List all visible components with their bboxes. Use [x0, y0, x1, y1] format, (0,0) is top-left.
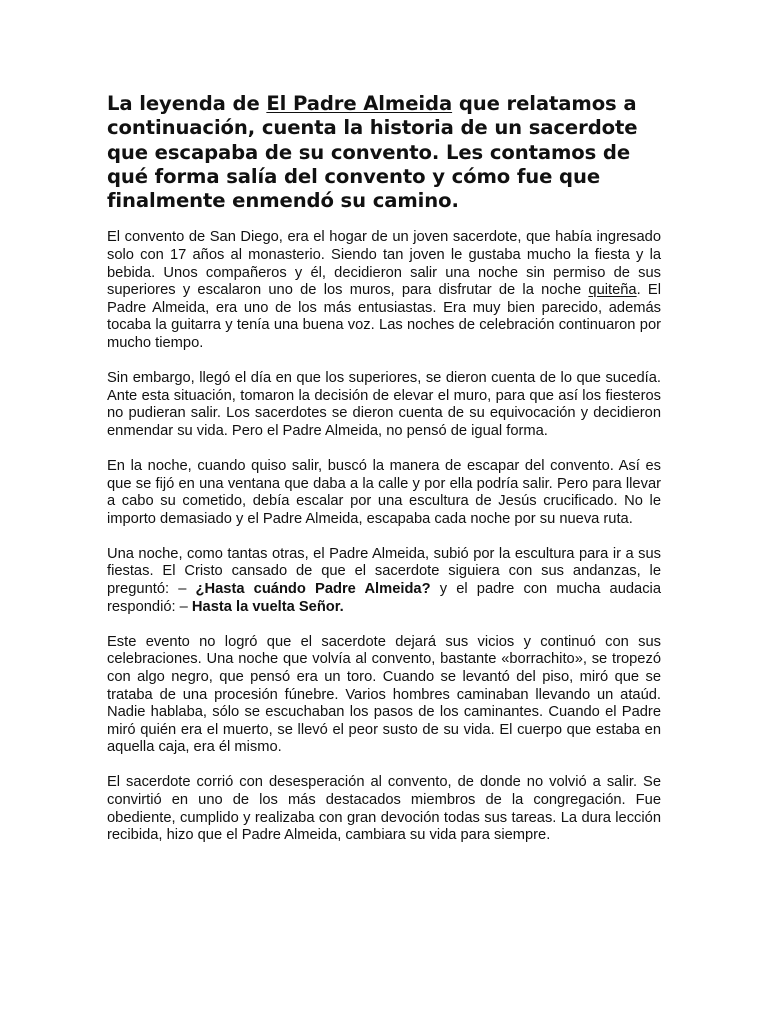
- padre-almeida-link[interactable]: El Padre Almeida: [266, 92, 453, 115]
- title-text-start: La leyenda de: [107, 92, 267, 115]
- paragraph-1: [107, 229, 661, 352]
- paragraph-1-text-b: . El Padre Almeida, era uno de los más entusiastas. Era muy bien parecido, además tocaba la guitarra y tenía una buena voz. Las noches de celebración continuaron por mucho tiempo.: [107, 282, 661, 352]
- quitena-link[interactable]: quiteña: [588, 282, 637, 299]
- almeida-answer: Hasta la vuelta Señor.: [191, 598, 344, 615]
- paragraph-5: Este evento no logró que el sacerdote dejará sus vicios y continuó con sus celebraciones. Una noche que volvía al convento, bastante «borrachito», se tropezó con algo negro, que pensó era un toro. Cuando se levantó del piso, miró que se trataba de una procesión fúnebre. Varios hombres caminaban llevando un ataúd. Nadie hablaba, sólo se escuchaban los pasos de los caminantes. Cuando el Padre miró quién era el muerto, se llevó el peor susto de su vida. El cuerpo que estaba en aquella caja, era él mismo.: [107, 633, 661, 756]
- paragraph-1-text-a: El convento de San Diego, era el hogar de un joven sacerdote, que había ingresado solo con 17 años al monasterio. Siendo tan joven le gustaba mucho la fiesta y la bebida. Unos compañeros y él, decidieron salir una noche sin permiso de sus superiores y escalaron uno de los muros, para disfrutar de la noche: [107, 229, 661, 299]
- christ-question: ¿Hasta cuándo Padre Almeida?: [195, 581, 431, 598]
- paragraph-3: En la noche, cuando quiso salir, buscó la manera de escapar del convento. Así es que se fijó en una ventana que daba a la calle y por ella podría salir. Pero para llevar a cabo su cometido, debía escalar por una escultura de Jesús crucificado. No le importo demasiado y el Padre Almeida, escapaba cada noche por su nueva ruta.: [107, 458, 661, 527]
- paragraph-4-text-b: y el padre con mucha audacia respondió: –: [107, 581, 661, 615]
- document-title: [107, 92, 661, 213]
- paragraph-2: Sin embargo, llegó el día en que los superiores, se dieron cuenta de lo que sucedía. Ante esta situación, tomaron la decisión de elevar el muro, para que así los fiesteros no pudieran salir. Los sacerdotes se dieron cuenta de su equivocación y decidieron enmendar su vida. Pero el Padre Almeida, no pensó de igual forma.: [107, 370, 661, 439]
- paragraph-6: El sacerdote corrió con desesperación al convento, de donde no volvió a salir. Se convirtió en uno de los más destacados miembros de la congregación. Fue obediente, cumplido y realizaba con gran devoción todas sus tareas. La dura lección recibida, hizo que el Padre Almeida, cambiara su vida para siempre.: [107, 774, 661, 844]
- paragraph-4-text-a: Una noche, como tantas otras, el Padre Almeida, subió por la escultura para ir a sus fiestas. El Cristo cansado de que el sacerdote siguiera con sus andanzas, le preguntó: –: [107, 545, 661, 598]
- paragraph-4: [107, 546, 661, 616]
- document-page: [107, 92, 661, 862]
- title-text-end: que relatamos a continuación, cuenta la historia de un sacerdote que escapaba de su convento. Les contamos de qué forma salía del convento y cómo fue que finalmente enmendó su camino.: [107, 92, 638, 213]
